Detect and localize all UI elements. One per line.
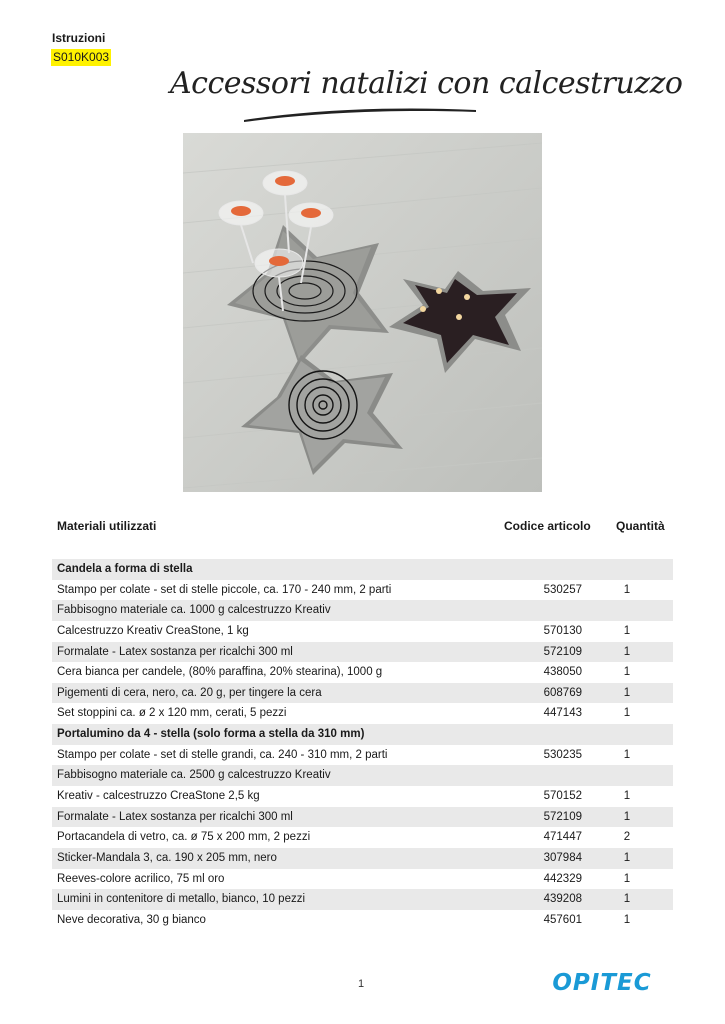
section-row xyxy=(52,724,673,745)
table-row xyxy=(52,745,673,766)
row-name: Portalumino da 4 - stella (solo forma a stella da 310 mm) xyxy=(57,728,365,741)
row-code: 438050 xyxy=(543,666,582,679)
row-code: 471447 xyxy=(543,831,582,844)
table-row xyxy=(52,848,673,869)
row-qty: 1 xyxy=(623,624,631,637)
article-code: S010K003 xyxy=(53,50,110,64)
row-qty: 1 xyxy=(623,810,631,823)
row-code: 447143 xyxy=(543,707,582,720)
table-row xyxy=(52,683,673,704)
row-code: 530235 xyxy=(543,748,582,761)
row-code: 570152 xyxy=(543,790,582,803)
row-qty: 1 xyxy=(623,645,631,658)
row-qty: 1 xyxy=(623,666,631,679)
row-name: Cera bianca per candele, (80% paraffina, 20% stearina), 1000 g xyxy=(57,666,383,679)
row-name: Sticker-Mandala 3, ca. 190 x 205 mm, nero xyxy=(57,851,277,864)
row-name: Calcestruzzo Kreativ CreaStone, 1 kg xyxy=(57,624,249,637)
row-name: Set stoppini ca. ø 2 x 120 mm, cerati, 5 pezzi xyxy=(57,707,287,720)
row-code: 572109 xyxy=(543,645,582,658)
row-name: Fabbisogno materiale ca. 2500 g calcestruzzo Kreativ xyxy=(57,769,331,782)
row-name: Neve decorativa, 30 g bianco xyxy=(57,913,206,926)
doc-label: Istruzioni xyxy=(52,31,106,45)
table-row xyxy=(52,580,673,601)
opitec-logo xyxy=(530,969,674,995)
section-row xyxy=(52,559,673,580)
row-qty: 1 xyxy=(623,851,631,864)
row-qty: 1 xyxy=(623,686,631,699)
table-row xyxy=(52,765,673,786)
row-name: Reeves-colore acrilico, 75 ml oro xyxy=(57,872,225,885)
row-code: 608769 xyxy=(543,686,582,699)
row-name: Formalate - Latex sostanza per ricalchi 300 ml xyxy=(57,645,293,658)
table-row xyxy=(52,869,673,890)
row-qty: 1 xyxy=(623,913,631,926)
table-row xyxy=(52,889,673,910)
row-name: Stampo per colate - set di stelle grandi, ca. 240 - 310 mm, 2 parti xyxy=(57,748,388,761)
table-row xyxy=(52,600,673,621)
row-qty: 1 xyxy=(623,790,631,803)
row-qty: 1 xyxy=(623,707,631,720)
row-qty: 1 xyxy=(623,872,631,885)
column-header-material: Materiali utilizzati xyxy=(57,519,157,533)
row-qty: 1 xyxy=(623,583,631,596)
column-header-quantity: Quantità xyxy=(616,519,665,533)
column-header-code: Codice articolo xyxy=(504,519,591,533)
table-row xyxy=(52,621,673,642)
table-row xyxy=(52,910,673,931)
table-row xyxy=(52,807,673,828)
row-code: 572109 xyxy=(543,810,582,823)
product-photo xyxy=(183,133,542,492)
row-qty: 1 xyxy=(623,893,631,906)
row-qty: 1 xyxy=(623,748,631,761)
table-row xyxy=(52,703,673,724)
materials-table xyxy=(52,559,673,931)
row-code: 457601 xyxy=(543,913,582,926)
row-name: Candela a forma di stella xyxy=(57,563,193,575)
row-qty: 2 xyxy=(623,831,631,844)
row-code: 530257 xyxy=(543,583,582,596)
table-row xyxy=(52,786,673,807)
row-name: Fabbisogno materiale ca. 1000 g calcestruzzo Kreativ xyxy=(57,604,331,617)
row-name: Stampo per colate - set di stelle piccole, ca. 170 - 240 mm, 2 parti xyxy=(57,583,392,596)
row-code: 570130 xyxy=(543,624,582,637)
row-code: 307984 xyxy=(543,851,582,864)
row-name: Formalate - Latex sostanza per ricalchi 300 ml xyxy=(57,810,293,823)
row-code: 442329 xyxy=(543,872,582,885)
svg-text:OPITEC: OPITEC xyxy=(552,970,652,995)
row-name: Lumini in contenitore di metallo, bianco, 10 pezzi xyxy=(57,893,306,906)
table-row xyxy=(52,642,673,663)
row-name: Kreativ - calcestruzzo CreaStone 2,5 kg xyxy=(57,790,260,803)
row-name: Pigementi di cera, nero, ca. 20 g, per tingere la cera xyxy=(57,686,322,699)
table-row xyxy=(52,662,673,683)
title-underline-swoosh xyxy=(240,102,480,124)
page-number: 1 xyxy=(358,978,365,990)
row-name: Portacandela di vetro, ca. ø 75 x 200 mm, 2 pezzi xyxy=(57,831,311,844)
table-row xyxy=(52,827,673,848)
page-title: Accessori natalizi con calcestruzzo xyxy=(170,66,683,101)
row-code: 439208 xyxy=(543,893,582,906)
